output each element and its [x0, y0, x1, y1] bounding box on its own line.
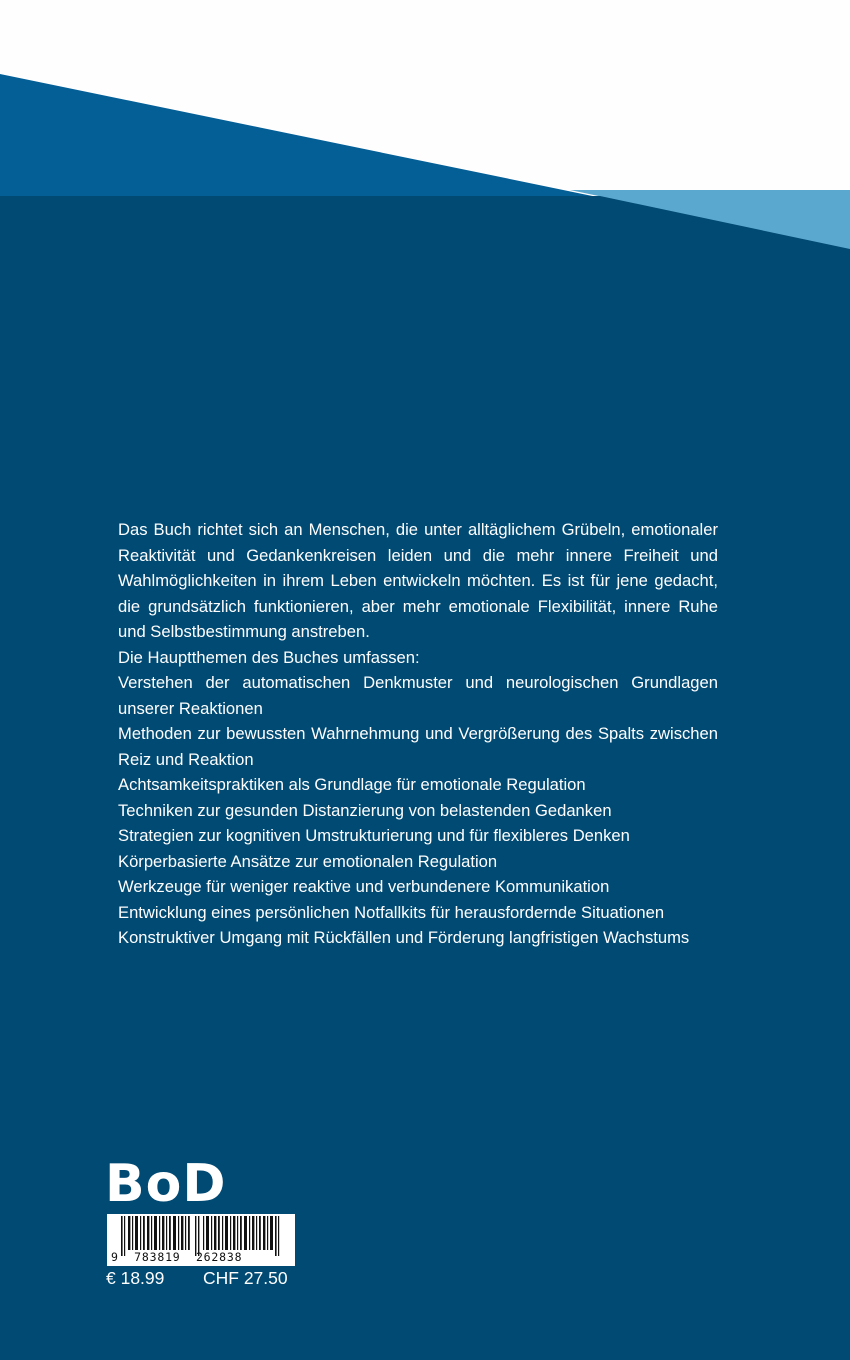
topic-item: Achtsamkeitspraktiken als Grundlage für emotionale Regulation	[118, 775, 586, 794]
topic-item: Strategien zur kognitiven Umstrukturierung und für flexibleres Denken	[118, 826, 630, 845]
topics-heading: Die Hauptthemen des Buches umfassen:	[118, 647, 420, 667]
topic-item: Werkzeuge für weniger reaktive und verbundenere Kommunikation	[118, 877, 610, 896]
isbn-barcode	[107, 1214, 295, 1266]
topic-item: Entwicklung eines persönlichen Notfallkits für herausfordernde Situationen	[118, 902, 665, 922]
topic-item: Verstehen der automatischen Denkmuster und neurologischen Grundlagen unserer Reaktionen	[118, 673, 718, 718]
price-eur: € 18.99	[106, 1268, 165, 1288]
topic-item: Konstruktiver Umgang mit Rückfällen und Förderung langfristigen Wachstums	[118, 928, 690, 947]
blurb-intro: Das Buch richtet sich an Menschen, die unter alltäglichem Grübeln, emotionaler Reaktivität und Gedankenkreisen leiden und die mehr innere Freiheit und Wahlmöglichkeiten in ihrem Leben entwickeln möchten. Es ist für jene gedacht, die grundsätzlich funktionieren, aber mehr emotionale Flexibilität, innere Ruhe und Selbstbestimmung anstreben.	[118, 520, 718, 641]
price-chf: CHF 27.50	[203, 1268, 288, 1288]
back-cover-blurb	[118, 517, 718, 951]
publisher-logo: BoD	[105, 1154, 227, 1214]
topic-item: Methoden zur bewussten Wahrnehmung und Vergrößerung des Spalts zwischen Reiz und Reaktion	[118, 724, 718, 769]
isbn-number: 9 783819 262838	[111, 1250, 243, 1264]
topic-item: Körperbasierte Ansätze zur emotionalen Regulation	[118, 851, 498, 871]
topic-item: Techniken zur gesunden Distanzierung von belastenden Gedanken	[118, 800, 612, 820]
